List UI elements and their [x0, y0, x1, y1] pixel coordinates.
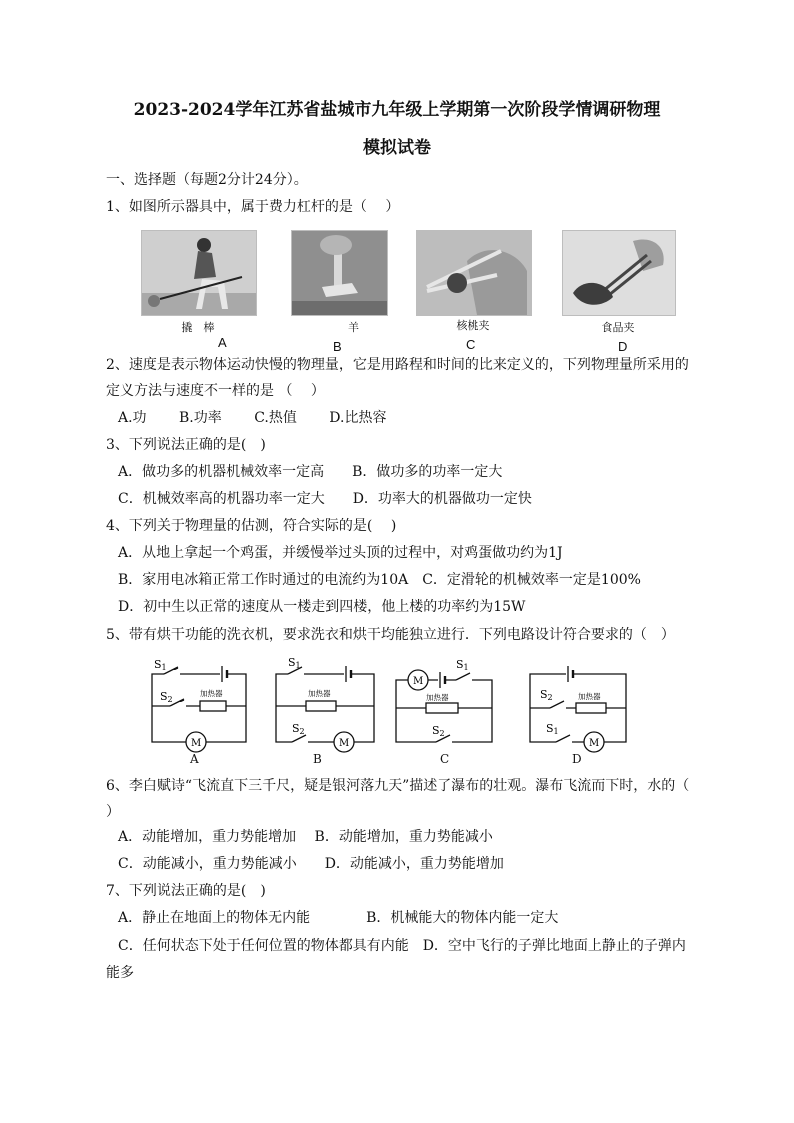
q4-options-line3: D．初中生以正常的速度从一楼走到四楼，他上楼的功率约为15W: [118, 599, 526, 615]
q2-stem-line2: 定义方法与速度不一样的是 （ ）: [106, 383, 325, 399]
q5-letter-c: C: [440, 752, 450, 766]
q1-letter-c: C: [466, 337, 476, 352]
q5-stem: 5、带有烘干功能的洗衣机，要求洗衣和烘干均能独立进行．下列电路设计符合要求的（ ）: [106, 627, 675, 643]
q4-options-line2: B．家用电冰箱正常工作时通过的电流约为10A C．定滑轮的机械效率一定是100%: [118, 572, 641, 588]
q3-options-line2: C．机械效率高的机器功率一定大 D．功率大的机器做功一定快: [118, 491, 532, 507]
circuit-a-s2-label: S2: [160, 690, 173, 704]
q2-stem-line1: 2、速度是表示物体运动快慢的物理量，它是用路程和时间的比来定义的，下列物理量所采用的: [106, 357, 689, 373]
q4-options-line1: A．从地上拿起一个鸡蛋，并缓慢举过头顶的过程中，对鸡蛋做功约为1J: [118, 545, 563, 561]
circuit-d-diagram: [526, 656, 638, 756]
circuit-b-heater-label: 加热器: [308, 689, 331, 698]
circuit-d-motor-label: M: [589, 738, 600, 749]
exam-title-line2: 模拟试卷: [363, 138, 431, 158]
circuit-a-heater-label: 加热器: [200, 689, 223, 698]
q7-options-line2: C．任何状态下处于任何位置的物体都具有内能 D．空中飞行的子弹比地面上静止的子弹内: [118, 938, 686, 954]
q1-stem: 1、如图所示器具中，属于费力杠杆的是（ ）: [106, 199, 400, 215]
q1-caption-d: 食品夹: [601, 321, 635, 334]
q1-letter-b: B: [333, 339, 342, 354]
exam-title-line1: 2023-2024学年江苏省盐城市九年级上学期第一次阶段学情调研物理: [133, 100, 661, 120]
claw-hammer-photo: [291, 230, 388, 316]
q6-stem-line2: ）: [106, 804, 120, 820]
circuit-c-s1-label: S1: [456, 658, 469, 672]
q5-letter-b: B: [313, 752, 322, 766]
circuit-b-s1-label: S1: [288, 656, 301, 670]
circuit-c-diagram: [392, 656, 504, 756]
q4-stem: 4、下列关于物理量的估测，符合实际的是( ): [106, 518, 397, 534]
q7-options-line3: 能多: [106, 965, 134, 981]
circuit-c-motor-label: M: [413, 676, 424, 687]
q6-options-line2: C．动能减小，重力势能减小 D．动能减小，重力势能增加: [118, 856, 504, 872]
circuit-a-diagram: [146, 656, 258, 756]
q5-letter-d: D: [572, 752, 582, 766]
circuit-d-heater-label: 加热器: [578, 692, 601, 701]
circuit-b-motor-label: M: [339, 738, 350, 749]
q3-stem: 3、下列说法正确的是( ): [106, 437, 266, 453]
q1-caption-a: 撬 棒: [181, 321, 215, 334]
q7-options-line1: A．静止在地面上的物体无内能 B．机械能大的物体内能一定大: [118, 910, 559, 926]
circuit-c-s2-label: S2: [432, 724, 445, 738]
q1-caption-b: 羊: [348, 321, 359, 334]
circuit-d-s1-label: S1: [546, 722, 559, 736]
q7-stem: 7、下列说法正确的是( ): [106, 883, 266, 899]
food-tongs-photo: [562, 230, 676, 316]
q6-options-line1: A．动能增加，重力势能增加 B．动能增加，重力势能减小: [118, 829, 493, 845]
q2-options: A.功 B.功率 C.热值 D.比热容: [118, 410, 387, 426]
section-heading: 一、选择题（每题2分计24分）。: [106, 172, 308, 188]
q5-letter-a: A: [190, 752, 199, 766]
circuit-a-motor-label: M: [191, 738, 202, 749]
circuit-a-s1-label: S1: [154, 658, 167, 672]
circuit-b-diagram: [270, 656, 382, 756]
nutcracker-photo: [416, 230, 532, 316]
q1-letter-a: A: [218, 335, 227, 350]
circuit-c-heater-label: 加热器: [426, 693, 449, 702]
q3-options-line1: A．做功多的机器机械效率一定高 B．做功多的功率一定大: [118, 464, 503, 480]
q1-letter-d: D: [618, 339, 628, 354]
q6-stem-line1: 6、李白赋诗“飞流直下三千尺，疑是银河落九天”描述了瀑布的壮观。瀑布飞流而下时，水的（: [106, 778, 690, 794]
crowbar-photo: [141, 230, 257, 316]
circuit-d-s2-label: S2: [540, 688, 553, 702]
q1-caption-c: 核桃夹: [456, 319, 490, 332]
circuit-b-s2-label: S2: [292, 722, 305, 736]
